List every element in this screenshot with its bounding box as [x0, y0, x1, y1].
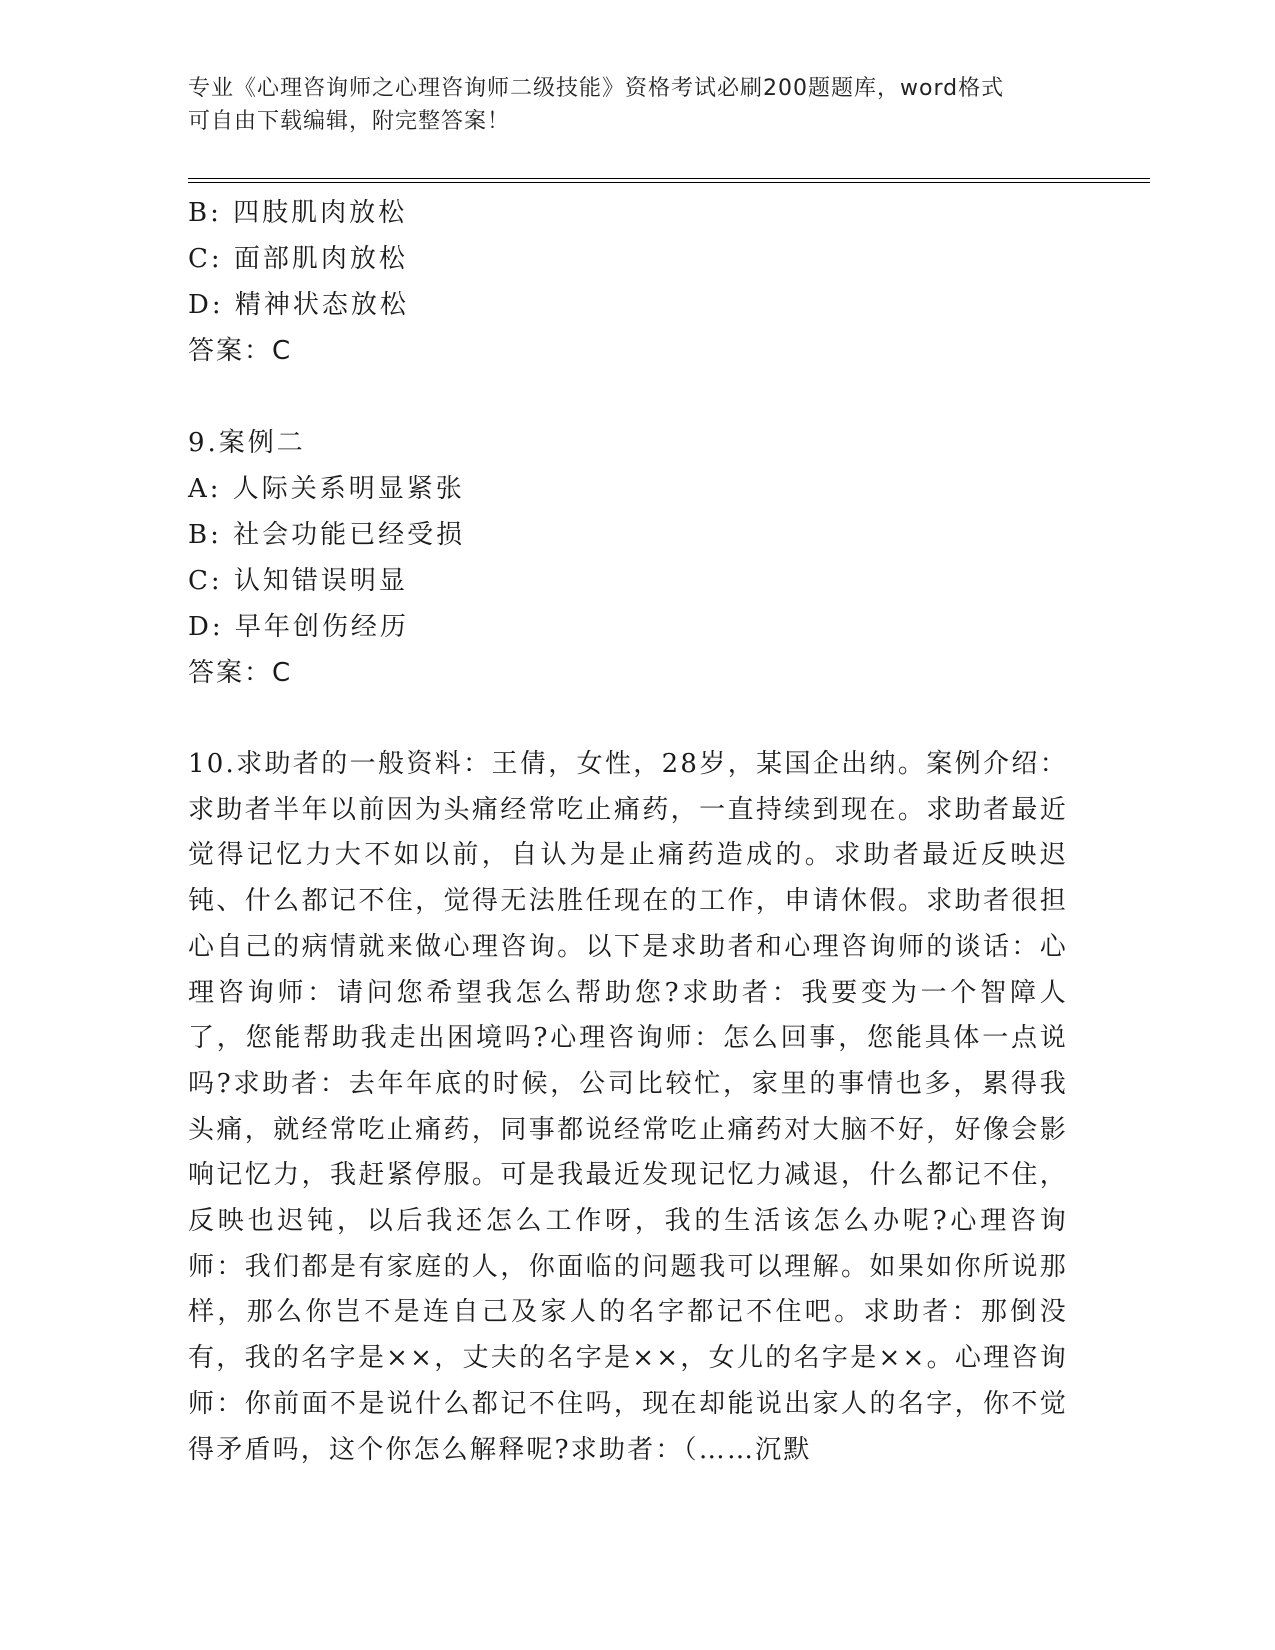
answer-label: 答案：C	[188, 336, 293, 366]
question-10-block	[188, 742, 1088, 1473]
document-header	[188, 72, 1068, 138]
document-body	[188, 190, 1088, 1473]
header-line-2: 可自由下载编辑，附完整答案！	[188, 109, 511, 134]
option-c: C: 认知错误明显	[188, 566, 408, 596]
spacer	[188, 374, 1088, 420]
spacer	[188, 696, 1088, 742]
question-title: 9.案例二	[188, 428, 306, 458]
question-8-block	[188, 190, 1088, 374]
header-line-1: 专业《心理咨询师之心理咨询师二级技能》资格考试必刷200题题库，word格式	[188, 76, 1005, 101]
option-d: D: 精神状态放松	[188, 290, 409, 320]
option-a: A: 人际关系明显紧张	[188, 474, 465, 504]
answer-label: 答案：C	[188, 658, 293, 688]
option-c: C: 面部肌肉放松	[188, 244, 408, 274]
header-divider	[188, 178, 1150, 183]
option-b: B: 四肢肌肉放松	[188, 198, 408, 228]
option-b: B: 社会功能已经受损	[188, 520, 466, 550]
option-d: D: 早年创伤经历	[188, 612, 409, 642]
question-9-block	[188, 420, 1088, 696]
question-text: 10.求助者的一般资料：王倩，女性，28岁，某国企出纳。案例介绍：求助者半年以前因为头痛经常吃止痛药，一直持续到现在。求助者最近觉得记忆力大不如以前，自认为是止痛药造成的。求助者最近反映迟钝、什么都记不住，觉得无法胜任现在的工作，申请休假。求助者很担心自己的病情就来做心理咨询。以下是求助者和心理咨询师的谈话：心理咨询师：请问您希望我怎么帮助您?求助者：我要变为一个智障人了，您能帮助我走出困境吗?心理咨询师：怎么回事，您能具体一点说吗?求助者：去年年底的时候，公司比较忙，家里的事情也多，累得我头痛，就经常吃止痛药，同事都说经常吃止痛药对大脑不好，好像会影响记忆力，我赶紧停服。可是我最近发现记忆力减退，什么都记不住，反映也迟钝，以后我还怎么工作呀，我的生活该怎么办呢?心理咨询师：我们都是有家庭的人，你面临的问题我可以理解。如果如你所说那样，那么你岂不是连自己及家人的名字都记不住吧。求助者：那倒没有，我的名字是××，丈夫的名字是××，女儿的名字是××。心理咨询师：你前面不是说什么都记不住吗，现在却能说出家人的名字，你不觉得矛盾吗，这个你怎么解释呢?求助者：（……沉默	[188, 749, 1068, 1465]
